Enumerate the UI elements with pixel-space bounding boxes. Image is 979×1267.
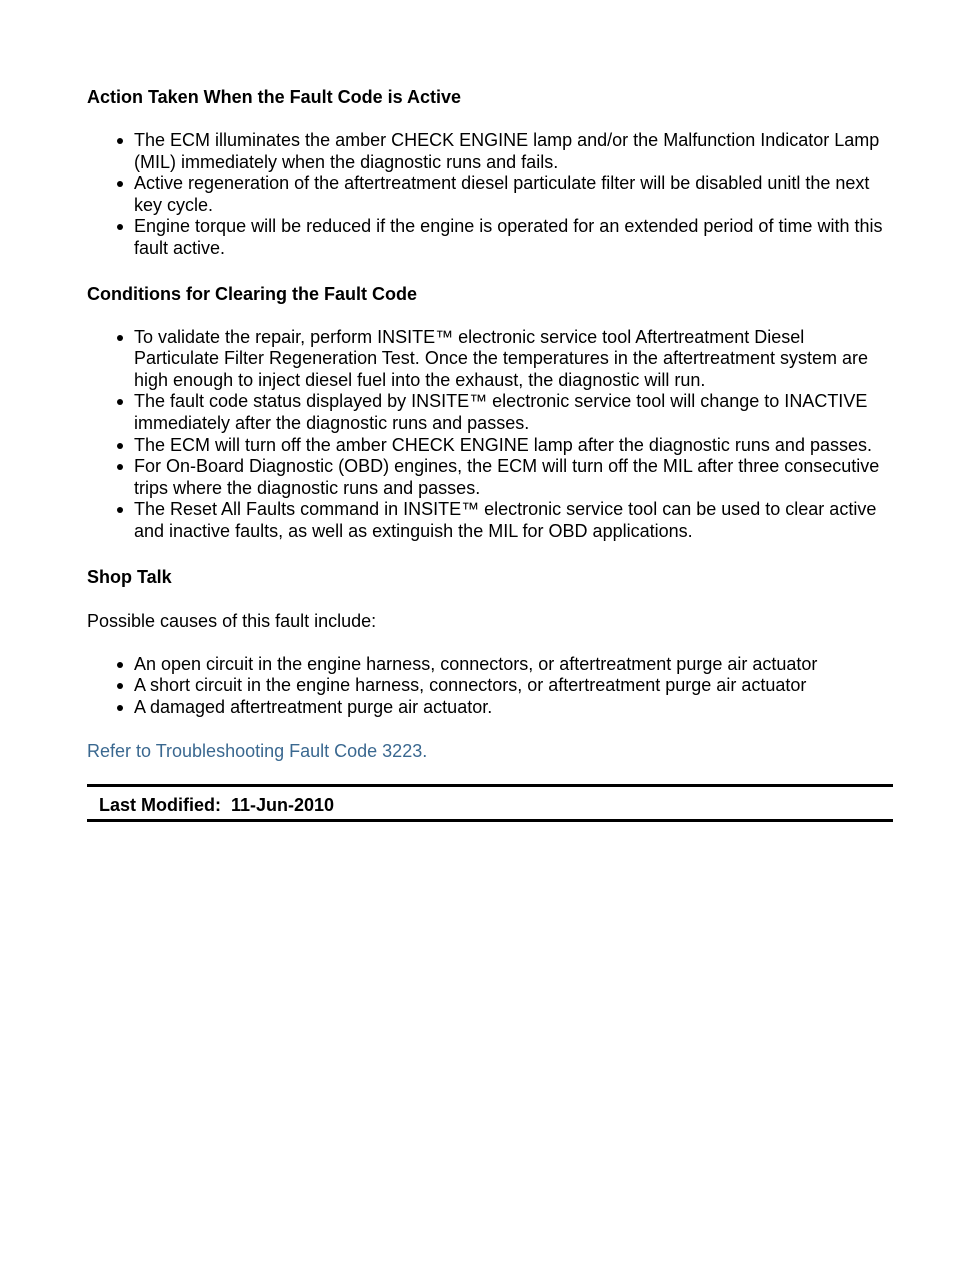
bullet-icon [117, 683, 123, 689]
bullet-icon [117, 335, 123, 341]
bullet-icon [117, 399, 123, 405]
shop-talk-intro: Possible causes of this fault include: [87, 610, 377, 631]
section-title-shop-talk: Shop Talk [87, 566, 172, 587]
bullet-icon [117, 464, 123, 470]
bullet-icon [117, 705, 123, 711]
action-list [87, 130, 893, 260]
bullet-icon [117, 224, 123, 230]
document-page [87, 86, 893, 822]
section-title-action: Action Taken When the Fault Code is Active [87, 87, 462, 107]
bullet-icon [117, 507, 123, 513]
clearing-list [87, 327, 893, 543]
list-item: Active regeneration of the aftertreatment diesel particulate filter will be disabled unitl the next key cycle. [134, 173, 893, 216]
list-item: Engine torque will be reduced if the engine is operated for an extended period of time with this fault active. [134, 216, 893, 259]
list-item: The fault code status displayed by INSITE™ electronic service tool will change to INACTIVE immediately after the diagnostic runs and passes. [134, 391, 893, 434]
bullet-icon [117, 181, 123, 187]
bullet-icon [117, 662, 123, 668]
list-item: The ECM illuminates the amber CHECK ENGINE lamp and/or the Malfunction Indicator Lamp (MIL) immediately when the diagnostic runs and fails. [134, 130, 893, 173]
last-modified-text: Last Modified: 11-Jun-2010 [99, 795, 335, 816]
list-item: The Reset All Faults command in INSITE™ electronic service tool can be used to clear active and inactive faults, as well as extinguish the MIL for OBD applications. [134, 499, 893, 542]
list-item: A short circuit in the engine harness, connectors, or aftertreatment purge air actuator [134, 675, 893, 697]
troubleshooting-link[interactable]: Refer to Troubleshooting Fault Code 3223. [87, 741, 428, 762]
list-item: An open circuit in the engine harness, connectors, or aftertreatment purge air actuator [134, 654, 893, 676]
list-item: A damaged aftertreatment purge air actuator. [134, 697, 893, 719]
last-modified-bar [87, 784, 893, 822]
bullet-icon [117, 443, 123, 449]
section-title-clearing: Conditions for Clearing the Fault Code [87, 283, 417, 304]
causes-list [87, 654, 893, 719]
list-item: For On-Board Diagnostic (OBD) engines, the ECM will turn off the MIL after three consecutive trips where the diagnostic runs and passes. [134, 456, 893, 499]
list-item: The ECM will turn off the amber CHECK ENGINE lamp after the diagnostic runs and passes. [134, 435, 893, 457]
list-item: To validate the repair, perform INSITE™ electronic service tool Aftertreatment Diesel Particulate Filter Regeneration Test. Once the temperatures in the aftertreatment system are high enough to inject diesel fuel into the exhaust, the diagnostic will run. [134, 327, 893, 392]
bullet-icon [117, 138, 123, 144]
